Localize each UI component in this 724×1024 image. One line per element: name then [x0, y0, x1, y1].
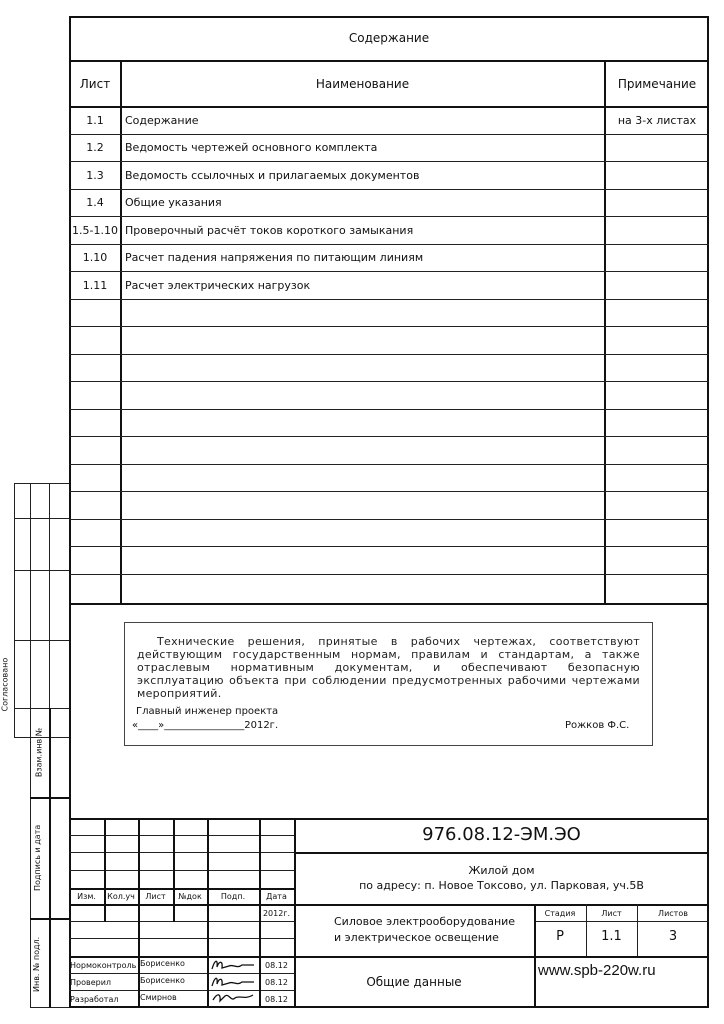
- contents-row-name: Ведомость ссылочных и прилагаемых документов: [125, 169, 420, 182]
- divider: [69, 436, 709, 437]
- object-line-2: по адресу: п. Новое Токсово, ул. Парковая, уч.5В: [359, 879, 644, 892]
- contents-row-note: на 3-х листах: [617, 114, 697, 127]
- chief-engineer-name: Рожков Ф.С.: [565, 720, 630, 731]
- col-change: Изм.: [77, 892, 96, 901]
- divider: [69, 603, 709, 605]
- sidebar-replace-inv-label: Взам.инв.№: [34, 727, 44, 778]
- divider: [69, 464, 709, 465]
- person-date: 08.12: [265, 995, 288, 1004]
- divider: [49, 483, 50, 738]
- chief-engineer-label: Главный инженер проекта: [136, 706, 279, 717]
- divider: [173, 818, 175, 922]
- statement-text: Технические решения, принятые в рабочих чертежах, соответствуют действующим государственным нормам, правилам и стандартам, а также отраслевым нормативным документам, и обеспечивают безопасную эксплуатацию объекта при соблюдении предусмотренных рабочими чертежами мероприятий.: [137, 635, 640, 700]
- person-name: Борисенко: [140, 959, 185, 968]
- divider: [604, 60, 606, 604]
- divider: [69, 244, 709, 245]
- divider: [49, 708, 51, 1008]
- divider: [69, 299, 709, 300]
- stage-value: Р: [556, 929, 564, 944]
- divider: [534, 921, 709, 922]
- sheet-value: 1.1: [601, 929, 622, 944]
- divider: [14, 518, 69, 519]
- divider: [104, 818, 106, 922]
- section-title-1: Силовое электрооборудование: [334, 915, 516, 928]
- contents-row-sheet: 1.10: [82, 251, 108, 264]
- person-date: 08.12: [265, 978, 288, 987]
- contents-row-name: Содержание: [125, 114, 199, 127]
- contents-row-name: Ведомость чертежей основного комплекта: [125, 141, 378, 154]
- col-qty: Кол.уч: [107, 892, 135, 901]
- col-sheet: Лист: [145, 892, 166, 901]
- contents-row-name: Общие указания: [125, 196, 222, 209]
- sheets-label: Листов: [658, 909, 688, 918]
- person-name: Смирнов: [140, 993, 177, 1002]
- col-date: Дата: [266, 892, 287, 901]
- divider: [30, 483, 31, 738]
- watermark-url: www.spb-220w.ru: [538, 962, 656, 979]
- signature-graphic: [209, 957, 257, 973]
- divider: [30, 918, 69, 920]
- divider: [294, 852, 709, 854]
- sheets-value: 3: [668, 929, 678, 944]
- contents-row-sheet: 1.4: [86, 196, 104, 209]
- divider: [69, 409, 709, 410]
- divider: [69, 956, 709, 958]
- sidebar-inv-no-label: Инв. № подл.: [32, 936, 41, 992]
- contents-title: Содержание: [348, 31, 430, 45]
- sidebar-sign-date-label: Подпись и дата: [33, 824, 42, 891]
- divider: [69, 574, 709, 575]
- divider: [69, 134, 709, 135]
- date-line: «____»________________2012г.: [132, 720, 279, 731]
- contents-row-sheet: 1.2: [86, 141, 104, 154]
- contents-row-name: Расчет электрических нагрузок: [125, 279, 311, 292]
- header-sheet: Лист: [79, 77, 111, 91]
- contents-row-sheet: 1.3: [86, 169, 104, 182]
- divider: [69, 519, 709, 520]
- divider: [69, 381, 709, 382]
- sidebar-agreed-block: [14, 483, 69, 738]
- header-name: Наименование: [315, 77, 410, 91]
- role-developed: Разработал: [70, 995, 119, 1004]
- divider: [69, 354, 709, 355]
- drawing-frame: [69, 16, 709, 1008]
- divider: [69, 326, 709, 327]
- person-name: Борисенко: [140, 976, 185, 985]
- divider: [69, 161, 709, 162]
- divider: [30, 797, 69, 799]
- object-line-1: Жилой дом: [468, 864, 535, 877]
- divider: [69, 106, 709, 108]
- divider: [69, 546, 709, 547]
- divider: [69, 216, 709, 217]
- contents-row-sheet: 1.1: [86, 114, 104, 127]
- col-sign: Подп.: [220, 892, 246, 901]
- contents-row-sheet: 1.11: [82, 279, 108, 292]
- document-code: 976.08.12-ЭМ.ЭО: [422, 824, 581, 845]
- stage-label: Стадия: [544, 909, 576, 918]
- contents-row-sheet: 1.5-1.10: [72, 224, 118, 237]
- divider: [14, 570, 69, 571]
- divider: [534, 904, 536, 1008]
- person-date: 08.12: [265, 961, 288, 970]
- divider: [69, 491, 709, 492]
- signature-graphic: [209, 990, 257, 1006]
- divider: [69, 60, 709, 62]
- doc-title: Общие данные: [366, 975, 462, 989]
- role-checked: Проверил: [70, 978, 112, 987]
- header-note: Примечание: [617, 77, 697, 91]
- divider: [120, 60, 122, 604]
- role-normcontrol: Нормоконтроль: [70, 961, 137, 970]
- divider: [69, 189, 709, 190]
- col-doc: №док: [178, 892, 202, 901]
- sheet-label: Лист: [601, 909, 622, 918]
- contents-row-name: Расчет падения напряжения по питающим линиям: [125, 251, 424, 264]
- sidebar-agreed-label: Согласовано: [0, 657, 10, 712]
- divider: [14, 640, 69, 641]
- signature-graphic: [209, 974, 257, 990]
- divider: [69, 818, 709, 820]
- divider: [294, 904, 709, 906]
- year-cell: 2012г.: [262, 909, 291, 918]
- divider: [69, 271, 709, 272]
- contents-row-name: Проверочный расчёт токов короткого замыкания: [125, 224, 414, 237]
- section-title-2: и электрическое освещение: [334, 931, 499, 944]
